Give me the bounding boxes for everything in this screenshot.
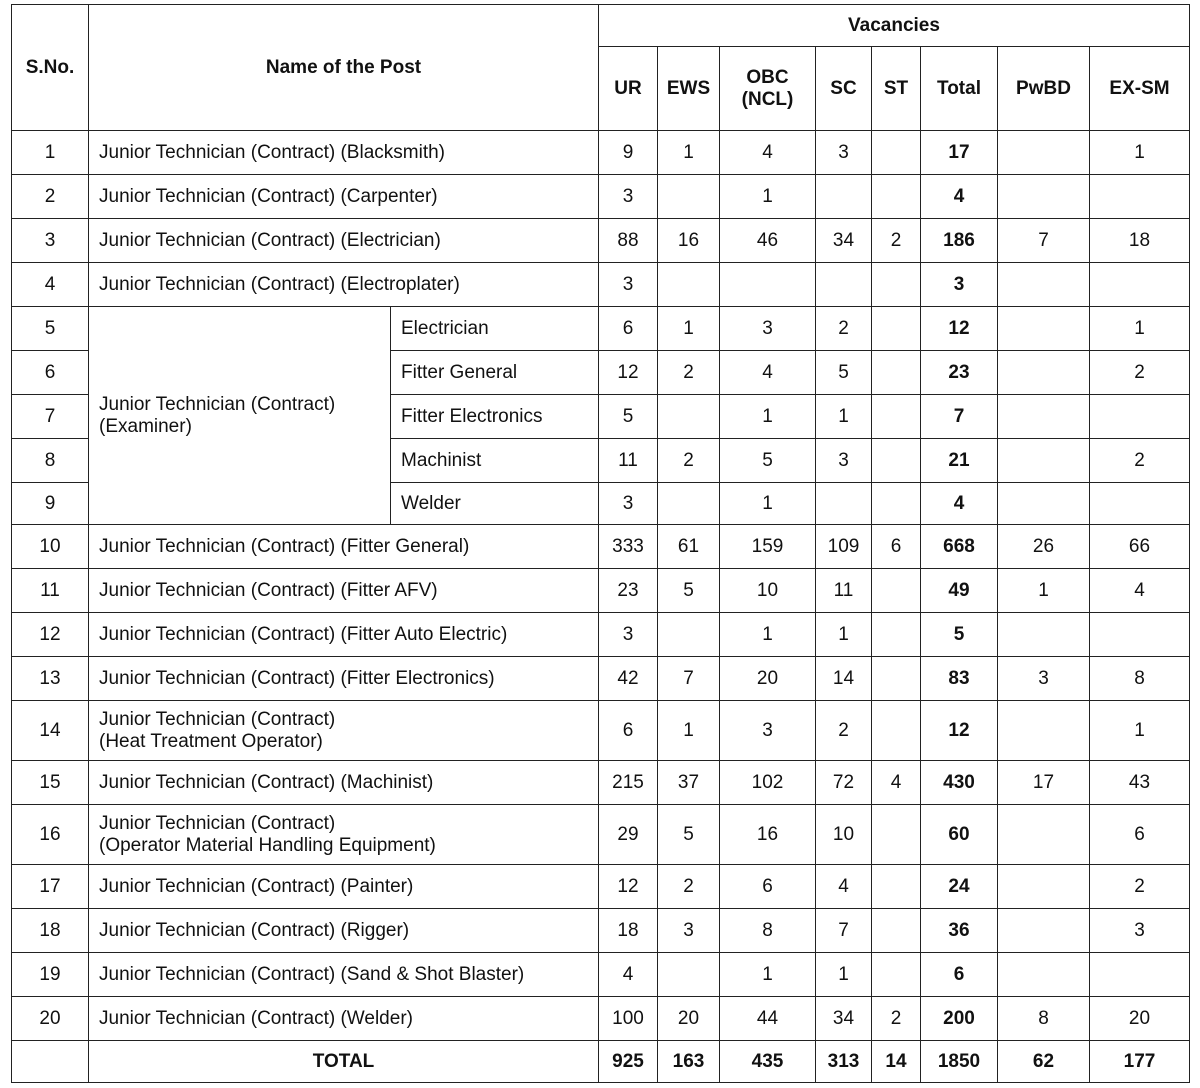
- header-exsm: EX-SM: [1090, 47, 1190, 131]
- row-post-name: Junior Technician (Contract) (Painter): [89, 865, 599, 909]
- cell-obc: 159: [720, 525, 816, 569]
- total-sc: 313: [816, 1041, 872, 1083]
- cell-exsm: 1: [1090, 701, 1190, 761]
- cell-sc: 11: [816, 569, 872, 613]
- cell-exsm: 4: [1090, 569, 1190, 613]
- cell-obc: 1: [720, 953, 816, 997]
- row-sno: 4: [12, 263, 89, 307]
- cell-obc: 10: [720, 569, 816, 613]
- cell-total: 430: [921, 761, 998, 805]
- cell-ur: 333: [599, 525, 658, 569]
- table-row: [12, 569, 1190, 613]
- cell-st: [872, 395, 921, 439]
- total-st: 14: [872, 1041, 921, 1083]
- header-pwbd: PwBD: [998, 47, 1090, 131]
- cell-pwbd: [998, 351, 1090, 395]
- header-sc: SC: [816, 47, 872, 131]
- row-sno: 20: [12, 997, 89, 1041]
- cell-sc: 72: [816, 761, 872, 805]
- cell-obc: 46: [720, 219, 816, 263]
- row-sno: 19: [12, 953, 89, 997]
- cell-ur: 3: [599, 613, 658, 657]
- cell-st: [872, 569, 921, 613]
- cell-pwbd: [998, 805, 1090, 865]
- cell-sc: 1: [816, 953, 872, 997]
- cell-exsm: 66: [1090, 525, 1190, 569]
- cell-ur: 3: [599, 483, 658, 525]
- cell-ur: 12: [599, 351, 658, 395]
- cell-pwbd: 17: [998, 761, 1090, 805]
- cell-total: 23: [921, 351, 998, 395]
- cell-ur: 88: [599, 219, 658, 263]
- cell-sc: 1: [816, 395, 872, 439]
- cell-pwbd: 8: [998, 997, 1090, 1041]
- cell-exsm: 2: [1090, 351, 1190, 395]
- cell-obc: 44: [720, 997, 816, 1041]
- cell-exsm: 3: [1090, 909, 1190, 953]
- cell-ur: 29: [599, 805, 658, 865]
- row-post-name: Junior Technician (Contract) (Fitter Electronics): [89, 657, 599, 701]
- total-row-sno: [12, 1041, 89, 1083]
- cell-obc: 1: [720, 175, 816, 219]
- cell-ews: 2: [658, 439, 720, 483]
- cell-ur: 6: [599, 701, 658, 761]
- cell-st: [872, 657, 921, 701]
- cell-exsm: [1090, 263, 1190, 307]
- cell-obc: 3: [720, 307, 816, 351]
- table-row: [12, 909, 1190, 953]
- table-row: [12, 761, 1190, 805]
- cell-pwbd: [998, 701, 1090, 761]
- cell-ews: 2: [658, 351, 720, 395]
- header-vacancies: Vacancies: [599, 5, 1190, 47]
- cell-ur: 4: [599, 953, 658, 997]
- cell-ur: 100: [599, 997, 658, 1041]
- cell-obc: 6: [720, 865, 816, 909]
- row-post-name: Junior Technician (Contract) (Sand & Shot Blaster): [89, 953, 599, 997]
- cell-obc: [720, 263, 816, 307]
- table-row: [12, 657, 1190, 701]
- row-sno: 13: [12, 657, 89, 701]
- cell-ur: 42: [599, 657, 658, 701]
- header-ur: UR: [599, 47, 658, 131]
- row-post-name-line2: (Operator Material Handling Equipment): [99, 834, 436, 856]
- total-row: [12, 1041, 1190, 1083]
- row-trade-name: Welder: [391, 483, 599, 525]
- cell-exsm: [1090, 175, 1190, 219]
- cell-ews: 16: [658, 219, 720, 263]
- header-obc-line1: OBC: [746, 66, 789, 88]
- cell-sc: 34: [816, 997, 872, 1041]
- row-post-name-line1: Junior Technician (Contract): [99, 708, 336, 730]
- cell-total: 7: [921, 395, 998, 439]
- cell-st: [872, 175, 921, 219]
- row-post-name: [89, 701, 599, 761]
- row-post-name: Junior Technician (Contract) (Fitter AFV): [89, 569, 599, 613]
- cell-ews: 1: [658, 701, 720, 761]
- table-row: [12, 263, 1190, 307]
- cell-total: 200: [921, 997, 998, 1041]
- cell-pwbd: 7: [998, 219, 1090, 263]
- cell-ews: [658, 483, 720, 525]
- cell-st: [872, 351, 921, 395]
- examiner-group-line2: (Examiner): [99, 415, 192, 437]
- cell-ur: 3: [599, 263, 658, 307]
- row-sno: 7: [12, 395, 89, 439]
- cell-sc: 14: [816, 657, 872, 701]
- cell-total: 60: [921, 805, 998, 865]
- cell-st: [872, 263, 921, 307]
- cell-pwbd: [998, 953, 1090, 997]
- cell-exsm: [1090, 483, 1190, 525]
- cell-total: 49: [921, 569, 998, 613]
- cell-ews: 7: [658, 657, 720, 701]
- cell-total: 4: [921, 175, 998, 219]
- total-ews: 163: [658, 1041, 720, 1083]
- cell-exsm: 1: [1090, 307, 1190, 351]
- cell-obc: 16: [720, 805, 816, 865]
- cell-pwbd: 26: [998, 525, 1090, 569]
- cell-total: 36: [921, 909, 998, 953]
- table-row: [12, 525, 1190, 569]
- cell-sc: [816, 483, 872, 525]
- examiner-group-name: [89, 307, 391, 525]
- table-row: [12, 865, 1190, 909]
- row-sno: 11: [12, 569, 89, 613]
- cell-ews: [658, 395, 720, 439]
- cell-ews: [658, 263, 720, 307]
- row-sno: 16: [12, 805, 89, 865]
- cell-ews: 5: [658, 569, 720, 613]
- total-pwbd: 62: [998, 1041, 1090, 1083]
- cell-sc: 34: [816, 219, 872, 263]
- cell-exsm: 2: [1090, 865, 1190, 909]
- cell-sc: 10: [816, 805, 872, 865]
- cell-exsm: 1: [1090, 131, 1190, 175]
- cell-sc: 1: [816, 613, 872, 657]
- header-sno: S.No.: [12, 5, 89, 131]
- table-row: [12, 953, 1190, 997]
- cell-sc: 2: [816, 701, 872, 761]
- total-ur: 925: [599, 1041, 658, 1083]
- cell-st: [872, 909, 921, 953]
- row-sno: 1: [12, 131, 89, 175]
- cell-total: 12: [921, 701, 998, 761]
- cell-sc: [816, 263, 872, 307]
- cell-st: [872, 701, 921, 761]
- row-post-name: Junior Technician (Contract) (Machinist): [89, 761, 599, 805]
- cell-ur: 6: [599, 307, 658, 351]
- header-obc-line2: (NCL): [741, 88, 794, 110]
- cell-pwbd: [998, 395, 1090, 439]
- cell-obc: 102: [720, 761, 816, 805]
- table-row: [12, 613, 1190, 657]
- row-trade-name: Fitter Electronics: [391, 395, 599, 439]
- cell-total: 83: [921, 657, 998, 701]
- cell-st: 4: [872, 761, 921, 805]
- cell-ews: 20: [658, 997, 720, 1041]
- row-sno: 18: [12, 909, 89, 953]
- cell-st: [872, 805, 921, 865]
- examiner-group-line1: Junior Technician (Contract): [99, 393, 336, 415]
- cell-ews: 61: [658, 525, 720, 569]
- cell-ews: [658, 175, 720, 219]
- cell-ur: 12: [599, 865, 658, 909]
- row-post-name: [89, 805, 599, 865]
- cell-exsm: 18: [1090, 219, 1190, 263]
- table-row: [12, 131, 1190, 175]
- row-sno: 5: [12, 307, 89, 351]
- cell-ews: [658, 953, 720, 997]
- cell-pwbd: [998, 439, 1090, 483]
- cell-pwbd: [998, 131, 1090, 175]
- header-post-name: Name of the Post: [89, 5, 599, 131]
- row-sno: 12: [12, 613, 89, 657]
- row-post-name-line2: (Heat Treatment Operator): [99, 730, 323, 752]
- header-obc: [720, 47, 816, 131]
- cell-sc: 4: [816, 865, 872, 909]
- cell-total: 21: [921, 439, 998, 483]
- table-row: [12, 307, 1190, 351]
- cell-obc: 3: [720, 701, 816, 761]
- row-trade-name: Machinist: [391, 439, 599, 483]
- cell-pwbd: [998, 263, 1090, 307]
- row-trade-name: Fitter General: [391, 351, 599, 395]
- cell-ur: 18: [599, 909, 658, 953]
- cell-exsm: 2: [1090, 439, 1190, 483]
- cell-st: [872, 865, 921, 909]
- table-row: [12, 175, 1190, 219]
- cell-ur: 5: [599, 395, 658, 439]
- cell-ur: 11: [599, 439, 658, 483]
- row-trade-name: Electrician: [391, 307, 599, 351]
- cell-ews: 5: [658, 805, 720, 865]
- row-post-name: Junior Technician (Contract) (Fitter Auto Electric): [89, 613, 599, 657]
- row-post-name: Junior Technician (Contract) (Rigger): [89, 909, 599, 953]
- cell-sc: 7: [816, 909, 872, 953]
- cell-obc: 8: [720, 909, 816, 953]
- row-post-name: Junior Technician (Contract) (Electroplater): [89, 263, 599, 307]
- header-total: Total: [921, 47, 998, 131]
- cell-total: 12: [921, 307, 998, 351]
- row-post-name: Junior Technician (Contract) (Welder): [89, 997, 599, 1041]
- cell-pwbd: 3: [998, 657, 1090, 701]
- cell-st: [872, 483, 921, 525]
- cell-pwbd: [998, 483, 1090, 525]
- cell-pwbd: [998, 175, 1090, 219]
- row-sno: 15: [12, 761, 89, 805]
- cell-ur: 23: [599, 569, 658, 613]
- cell-sc: 3: [816, 131, 872, 175]
- row-sno: 14: [12, 701, 89, 761]
- cell-exsm: 20: [1090, 997, 1190, 1041]
- cell-total: 186: [921, 219, 998, 263]
- cell-total: 6: [921, 953, 998, 997]
- cell-ur: 215: [599, 761, 658, 805]
- cell-st: 2: [872, 219, 921, 263]
- cell-total: 17: [921, 131, 998, 175]
- row-post-name: Junior Technician (Contract) (Blacksmith): [89, 131, 599, 175]
- cell-exsm: [1090, 613, 1190, 657]
- row-sno: 3: [12, 219, 89, 263]
- cell-obc: 5: [720, 439, 816, 483]
- cell-st: [872, 131, 921, 175]
- cell-obc: 1: [720, 395, 816, 439]
- cell-total: 24: [921, 865, 998, 909]
- table-row: [12, 997, 1190, 1041]
- cell-exsm: 8: [1090, 657, 1190, 701]
- cell-sc: 109: [816, 525, 872, 569]
- cell-st: [872, 439, 921, 483]
- cell-ews: 1: [658, 307, 720, 351]
- cell-sc: 3: [816, 439, 872, 483]
- cell-sc: 2: [816, 307, 872, 351]
- cell-pwbd: [998, 307, 1090, 351]
- cell-obc: 4: [720, 351, 816, 395]
- cell-st: [872, 613, 921, 657]
- header-ews: EWS: [658, 47, 720, 131]
- cell-obc: 4: [720, 131, 816, 175]
- cell-total: 668: [921, 525, 998, 569]
- cell-pwbd: [998, 909, 1090, 953]
- cell-ews: 3: [658, 909, 720, 953]
- table-row: [12, 219, 1190, 263]
- table-row: [12, 701, 1190, 761]
- total-obc: 435: [720, 1041, 816, 1083]
- total-total: 1850: [921, 1041, 998, 1083]
- vacancy-table: [11, 4, 1190, 1083]
- cell-sc: [816, 175, 872, 219]
- row-sno: 2: [12, 175, 89, 219]
- cell-total: 5: [921, 613, 998, 657]
- cell-total: 3: [921, 263, 998, 307]
- cell-st: [872, 307, 921, 351]
- cell-pwbd: [998, 865, 1090, 909]
- cell-exsm: [1090, 953, 1190, 997]
- cell-exsm: 6: [1090, 805, 1190, 865]
- cell-ews: 37: [658, 761, 720, 805]
- cell-obc: 1: [720, 613, 816, 657]
- cell-pwbd: 1: [998, 569, 1090, 613]
- row-sno: 8: [12, 439, 89, 483]
- cell-ur: 3: [599, 175, 658, 219]
- cell-total: 4: [921, 483, 998, 525]
- row-post-name-line1: Junior Technician (Contract): [99, 812, 336, 834]
- cell-obc: 1: [720, 483, 816, 525]
- cell-obc: 20: [720, 657, 816, 701]
- row-post-name: Junior Technician (Contract) (Electrician): [89, 219, 599, 263]
- row-sno: 17: [12, 865, 89, 909]
- cell-sc: 5: [816, 351, 872, 395]
- total-exsm: 177: [1090, 1041, 1190, 1083]
- cell-ews: 2: [658, 865, 720, 909]
- row-sno: 10: [12, 525, 89, 569]
- row-sno: 9: [12, 483, 89, 525]
- cell-st: 6: [872, 525, 921, 569]
- cell-ur: 9: [599, 131, 658, 175]
- cell-st: [872, 953, 921, 997]
- cell-ews: 1: [658, 131, 720, 175]
- row-post-name: Junior Technician (Contract) (Fitter General): [89, 525, 599, 569]
- table-row: [12, 805, 1190, 865]
- cell-exsm: [1090, 395, 1190, 439]
- row-sno: 6: [12, 351, 89, 395]
- header-st: ST: [872, 47, 921, 131]
- row-post-name: Junior Technician (Contract) (Carpenter): [89, 175, 599, 219]
- cell-pwbd: [998, 613, 1090, 657]
- cell-exsm: 43: [1090, 761, 1190, 805]
- cell-st: 2: [872, 997, 921, 1041]
- cell-ews: [658, 613, 720, 657]
- vacancy-table-body: [12, 131, 1190, 1041]
- total-row-label: TOTAL: [89, 1041, 599, 1083]
